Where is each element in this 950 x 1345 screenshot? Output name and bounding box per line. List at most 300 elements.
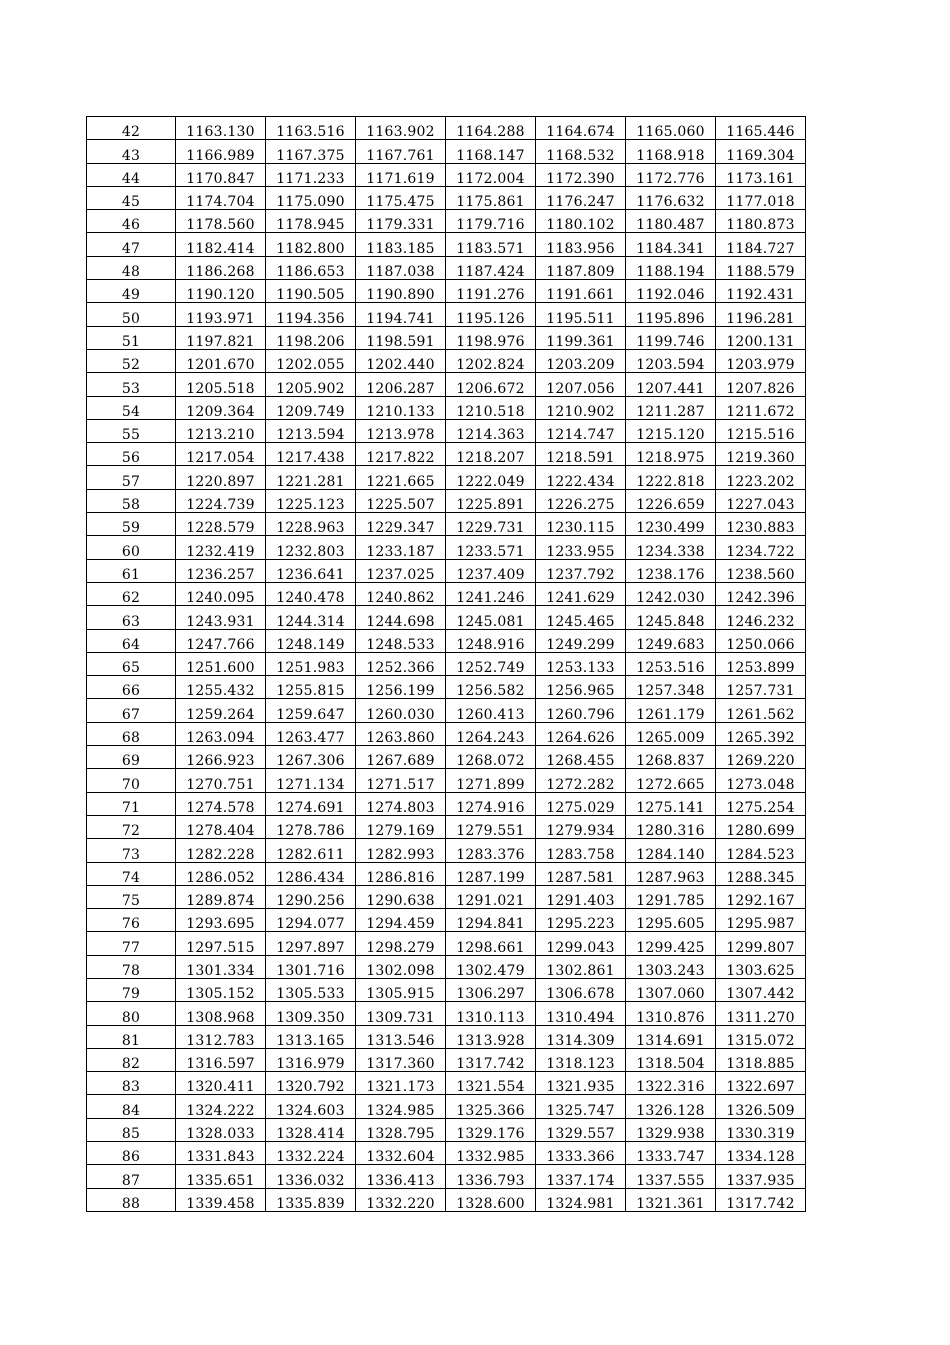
value-cell: 1221.281: [266, 466, 356, 489]
table-row: [87, 1072, 806, 1095]
value-cell: 1183.571: [446, 233, 536, 256]
value-cell: 1298.661: [446, 932, 536, 955]
value-cell: 1279.934: [536, 815, 626, 838]
table-row: [87, 769, 806, 792]
value-cell: 1228.579: [176, 513, 266, 536]
value-cell: 1253.516: [626, 652, 716, 675]
value-cell: 1289.874: [176, 885, 266, 908]
value-cell: 1210.518: [446, 396, 536, 419]
value-cell: 1241.246: [446, 582, 536, 605]
value-cell: 1320.411: [176, 1072, 266, 1095]
value-cell: 1284.140: [626, 839, 716, 862]
value-cell: 1182.800: [266, 233, 356, 256]
value-cell: 1316.979: [266, 1048, 356, 1071]
row-index-cell: 45: [87, 186, 176, 209]
row-index-cell: 80: [87, 1002, 176, 1025]
value-cell: 1287.963: [626, 862, 716, 885]
value-cell: 1220.897: [176, 466, 266, 489]
value-cell: 1305.915: [356, 978, 446, 1001]
value-cell: 1288.345: [716, 862, 806, 885]
value-cell: 1269.220: [716, 746, 806, 769]
value-cell: 1237.409: [446, 559, 536, 582]
value-cell: 1194.356: [266, 303, 356, 326]
table-row: [87, 396, 806, 419]
value-cell: 1202.824: [446, 349, 536, 372]
value-cell: 1198.591: [356, 326, 446, 349]
value-cell: 1163.516: [266, 117, 356, 140]
value-cell: 1246.232: [716, 606, 806, 629]
value-cell: 1205.518: [176, 373, 266, 396]
value-cell: 1306.678: [536, 978, 626, 1001]
value-cell: 1224.739: [176, 489, 266, 512]
value-cell: 1242.030: [626, 582, 716, 605]
row-index-cell: 74: [87, 862, 176, 885]
value-cell: 1184.341: [626, 233, 716, 256]
table-row: [87, 117, 806, 140]
row-index-cell: 64: [87, 629, 176, 652]
value-cell: 1168.147: [446, 140, 536, 163]
table-row: [87, 862, 806, 885]
table-row: [87, 1188, 806, 1211]
value-cell: 1249.683: [626, 629, 716, 652]
value-cell: 1245.081: [446, 606, 536, 629]
value-cell: 1230.499: [626, 513, 716, 536]
value-cell: 1217.822: [356, 443, 446, 466]
row-index-cell: 69: [87, 746, 176, 769]
value-cell: 1222.049: [446, 466, 536, 489]
value-cell: 1242.396: [716, 582, 806, 605]
value-cell: 1324.985: [356, 1095, 446, 1118]
value-cell: 1253.899: [716, 652, 806, 675]
value-cell: 1188.194: [626, 256, 716, 279]
value-cell: 1302.861: [536, 955, 626, 978]
value-cell: 1219.360: [716, 443, 806, 466]
value-cell: 1326.509: [716, 1095, 806, 1118]
value-cell: 1335.839: [266, 1188, 356, 1211]
value-cell: 1248.533: [356, 629, 446, 652]
value-cell: 1265.009: [626, 722, 716, 745]
value-cell: 1322.697: [716, 1072, 806, 1095]
row-index-cell: 84: [87, 1095, 176, 1118]
row-index-cell: 72: [87, 815, 176, 838]
value-cell: 1270.751: [176, 769, 266, 792]
row-index-cell: 66: [87, 676, 176, 699]
value-cell: 1267.306: [266, 746, 356, 769]
value-cell: 1217.438: [266, 443, 356, 466]
value-cell: 1279.169: [356, 815, 446, 838]
table-row: [87, 1095, 806, 1118]
table-row: [87, 652, 806, 675]
value-cell: 1168.918: [626, 140, 716, 163]
value-cell: 1330.319: [716, 1118, 806, 1141]
value-cell: 1180.487: [626, 210, 716, 233]
value-cell: 1324.981: [536, 1188, 626, 1211]
row-index-cell: 70: [87, 769, 176, 792]
row-index-cell: 73: [87, 839, 176, 862]
row-index-cell: 44: [87, 163, 176, 186]
table-row: [87, 606, 806, 629]
value-cell: 1260.796: [536, 699, 626, 722]
value-cell: 1326.128: [626, 1095, 716, 1118]
value-cell: 1175.861: [446, 186, 536, 209]
value-cell: 1325.366: [446, 1095, 536, 1118]
value-cell: 1279.551: [446, 815, 536, 838]
table-row: [87, 303, 806, 326]
value-cell: 1201.670: [176, 349, 266, 372]
value-cell: 1188.579: [716, 256, 806, 279]
row-index-cell: 58: [87, 489, 176, 512]
table-row: [87, 676, 806, 699]
value-cell: 1172.776: [626, 163, 716, 186]
value-cell: 1167.761: [356, 140, 446, 163]
value-cell: 1244.314: [266, 606, 356, 629]
value-cell: 1218.591: [536, 443, 626, 466]
value-cell: 1172.004: [446, 163, 536, 186]
value-cell: 1186.268: [176, 256, 266, 279]
row-index-cell: 88: [87, 1188, 176, 1211]
value-cell: 1248.149: [266, 629, 356, 652]
value-cell: 1336.032: [266, 1165, 356, 1188]
row-index-cell: 62: [87, 582, 176, 605]
value-cell: 1273.048: [716, 769, 806, 792]
value-cell: 1191.276: [446, 280, 536, 303]
value-cell: 1226.659: [626, 489, 716, 512]
value-cell: 1190.505: [266, 280, 356, 303]
value-cell: 1214.363: [446, 419, 536, 442]
value-cell: 1317.360: [356, 1048, 446, 1071]
value-cell: 1213.210: [176, 419, 266, 442]
value-cell: 1301.716: [266, 955, 356, 978]
value-cell: 1306.297: [446, 978, 536, 1001]
value-cell: 1268.837: [626, 746, 716, 769]
value-cell: 1310.113: [446, 1002, 536, 1025]
value-cell: 1329.557: [536, 1118, 626, 1141]
value-cell: 1195.896: [626, 303, 716, 326]
value-cell: 1337.555: [626, 1165, 716, 1188]
value-cell: 1320.792: [266, 1072, 356, 1095]
table-body: [87, 117, 806, 1212]
table-row: [87, 815, 806, 838]
value-cell: 1329.938: [626, 1118, 716, 1141]
value-cell: 1203.209: [536, 349, 626, 372]
row-index-cell: 68: [87, 722, 176, 745]
value-cell: 1259.264: [176, 699, 266, 722]
value-cell: 1274.691: [266, 792, 356, 815]
table-row: [87, 932, 806, 955]
row-index-cell: 47: [87, 233, 176, 256]
value-cell: 1184.727: [716, 233, 806, 256]
value-cell: 1318.885: [716, 1048, 806, 1071]
value-cell: 1267.689: [356, 746, 446, 769]
value-cell: 1307.442: [716, 978, 806, 1001]
value-cell: 1177.018: [716, 186, 806, 209]
value-cell: 1282.611: [266, 839, 356, 862]
value-cell: 1332.985: [446, 1142, 536, 1165]
value-cell: 1282.993: [356, 839, 446, 862]
value-cell: 1175.475: [356, 186, 446, 209]
value-cell: 1245.465: [536, 606, 626, 629]
value-cell: 1309.731: [356, 1002, 446, 1025]
value-cell: 1336.413: [356, 1165, 446, 1188]
value-cell: 1264.626: [536, 722, 626, 745]
value-cell: 1271.899: [446, 769, 536, 792]
value-cell: 1209.749: [266, 396, 356, 419]
value-cell: 1218.975: [626, 443, 716, 466]
value-cell: 1233.571: [446, 536, 536, 559]
value-cell: 1303.625: [716, 955, 806, 978]
value-cell: 1313.928: [446, 1025, 536, 1048]
value-cell: 1261.179: [626, 699, 716, 722]
value-cell: 1299.807: [716, 932, 806, 955]
value-cell: 1252.749: [446, 652, 536, 675]
value-cell: 1202.055: [266, 349, 356, 372]
value-cell: 1314.691: [626, 1025, 716, 1048]
value-cell: 1206.672: [446, 373, 536, 396]
value-cell: 1243.931: [176, 606, 266, 629]
value-cell: 1178.945: [266, 210, 356, 233]
value-cell: 1172.390: [536, 163, 626, 186]
value-cell: 1259.647: [266, 699, 356, 722]
value-cell: 1263.477: [266, 722, 356, 745]
value-cell: 1290.256: [266, 885, 356, 908]
value-cell: 1179.331: [356, 210, 446, 233]
value-cell: 1222.434: [536, 466, 626, 489]
value-cell: 1305.533: [266, 978, 356, 1001]
table-row: [87, 280, 806, 303]
value-cell: 1207.441: [626, 373, 716, 396]
value-cell: 1175.090: [266, 186, 356, 209]
row-index-cell: 51: [87, 326, 176, 349]
value-cell: 1192.046: [626, 280, 716, 303]
value-cell: 1336.793: [446, 1165, 536, 1188]
value-cell: 1237.025: [356, 559, 446, 582]
value-cell: 1294.077: [266, 909, 356, 932]
value-cell: 1255.815: [266, 676, 356, 699]
value-cell: 1297.897: [266, 932, 356, 955]
value-cell: 1198.206: [266, 326, 356, 349]
row-index-cell: 46: [87, 210, 176, 233]
value-cell: 1228.963: [266, 513, 356, 536]
value-cell: 1263.094: [176, 722, 266, 745]
value-cell: 1278.404: [176, 815, 266, 838]
value-cell: 1335.651: [176, 1165, 266, 1188]
row-index-cell: 60: [87, 536, 176, 559]
value-cell: 1210.902: [536, 396, 626, 419]
table-row: [87, 955, 806, 978]
value-cell: 1213.594: [266, 419, 356, 442]
value-cell: 1260.030: [356, 699, 446, 722]
row-index-cell: 83: [87, 1072, 176, 1095]
value-cell: 1251.600: [176, 652, 266, 675]
value-cell: 1217.054: [176, 443, 266, 466]
value-cell: 1253.133: [536, 652, 626, 675]
value-cell: 1310.876: [626, 1002, 716, 1025]
row-index-cell: 56: [87, 443, 176, 466]
value-cell: 1225.891: [446, 489, 536, 512]
value-cell: 1322.316: [626, 1072, 716, 1095]
value-cell: 1298.279: [356, 932, 446, 955]
row-index-cell: 78: [87, 955, 176, 978]
row-index-cell: 76: [87, 909, 176, 932]
value-cell: 1178.560: [176, 210, 266, 233]
value-cell: 1272.665: [626, 769, 716, 792]
value-cell: 1295.987: [716, 909, 806, 932]
value-cell: 1315.072: [716, 1025, 806, 1048]
value-cell: 1302.479: [446, 955, 536, 978]
value-cell: 1293.695: [176, 909, 266, 932]
value-cell: 1198.976: [446, 326, 536, 349]
table-row: [87, 1165, 806, 1188]
value-cell: 1287.199: [446, 862, 536, 885]
value-cell: 1187.038: [356, 256, 446, 279]
value-cell: 1240.095: [176, 582, 266, 605]
value-cell: 1213.978: [356, 419, 446, 442]
value-cell: 1251.983: [266, 652, 356, 675]
value-table: [86, 116, 806, 1212]
value-cell: 1166.989: [176, 140, 266, 163]
value-cell: 1317.742: [446, 1048, 536, 1071]
value-cell: 1229.347: [356, 513, 446, 536]
value-cell: 1321.173: [356, 1072, 446, 1095]
table-row: [87, 839, 806, 862]
value-cell: 1291.785: [626, 885, 716, 908]
value-cell: 1250.066: [716, 629, 806, 652]
row-index-cell: 48: [87, 256, 176, 279]
value-cell: 1200.131: [716, 326, 806, 349]
value-cell: 1294.459: [356, 909, 446, 932]
value-cell: 1215.120: [626, 419, 716, 442]
value-cell: 1191.661: [536, 280, 626, 303]
row-index-cell: 61: [87, 559, 176, 582]
table-row: [87, 513, 806, 536]
value-cell: 1257.348: [626, 676, 716, 699]
value-cell: 1274.916: [446, 792, 536, 815]
value-cell: 1187.809: [536, 256, 626, 279]
value-cell: 1271.517: [356, 769, 446, 792]
row-index-cell: 53: [87, 373, 176, 396]
value-cell: 1339.458: [176, 1188, 266, 1211]
value-cell: 1215.516: [716, 419, 806, 442]
value-cell: 1325.747: [536, 1095, 626, 1118]
value-cell: 1280.699: [716, 815, 806, 838]
row-index-cell: 85: [87, 1118, 176, 1141]
row-index-cell: 71: [87, 792, 176, 815]
value-cell: 1186.653: [266, 256, 356, 279]
value-cell: 1266.923: [176, 746, 266, 769]
value-cell: 1284.523: [716, 839, 806, 862]
table-row: [87, 443, 806, 466]
value-cell: 1274.578: [176, 792, 266, 815]
value-cell: 1295.223: [536, 909, 626, 932]
table-row: [87, 1142, 806, 1165]
value-cell: 1261.562: [716, 699, 806, 722]
value-cell: 1236.641: [266, 559, 356, 582]
value-cell: 1190.890: [356, 280, 446, 303]
value-cell: 1238.560: [716, 559, 806, 582]
row-index-cell: 77: [87, 932, 176, 955]
table-row: [87, 326, 806, 349]
value-cell: 1203.594: [626, 349, 716, 372]
value-cell: 1238.176: [626, 559, 716, 582]
value-cell: 1264.243: [446, 722, 536, 745]
table-row: [87, 349, 806, 372]
value-cell: 1275.029: [536, 792, 626, 815]
value-cell: 1195.511: [536, 303, 626, 326]
row-index-cell: 50: [87, 303, 176, 326]
value-cell: 1222.818: [626, 466, 716, 489]
row-index-cell: 63: [87, 606, 176, 629]
table-row: [87, 1048, 806, 1071]
value-cell: 1324.603: [266, 1095, 356, 1118]
value-cell: 1165.060: [626, 117, 716, 140]
table-row: [87, 1002, 806, 1025]
value-cell: 1328.414: [266, 1118, 356, 1141]
value-cell: 1265.392: [716, 722, 806, 745]
value-cell: 1194.741: [356, 303, 446, 326]
value-cell: 1230.115: [536, 513, 626, 536]
value-cell: 1190.120: [176, 280, 266, 303]
table-row: [87, 722, 806, 745]
value-cell: 1232.803: [266, 536, 356, 559]
row-index-cell: 67: [87, 699, 176, 722]
table-row: [87, 163, 806, 186]
value-cell: 1170.847: [176, 163, 266, 186]
table-row: [87, 186, 806, 209]
value-cell: 1302.098: [356, 955, 446, 978]
value-cell: 1321.361: [626, 1188, 716, 1211]
value-cell: 1257.731: [716, 676, 806, 699]
value-cell: 1271.134: [266, 769, 356, 792]
value-cell: 1307.060: [626, 978, 716, 1001]
value-cell: 1227.043: [716, 489, 806, 512]
value-cell: 1236.257: [176, 559, 266, 582]
value-cell: 1240.862: [356, 582, 446, 605]
value-cell: 1225.507: [356, 489, 446, 512]
value-cell: 1333.366: [536, 1142, 626, 1165]
value-cell: 1268.455: [536, 746, 626, 769]
value-cell: 1255.432: [176, 676, 266, 699]
value-cell: 1234.338: [626, 536, 716, 559]
table-row: [87, 792, 806, 815]
value-cell: 1233.187: [356, 536, 446, 559]
value-cell: 1165.446: [716, 117, 806, 140]
value-cell: 1176.632: [626, 186, 716, 209]
value-cell: 1206.287: [356, 373, 446, 396]
value-cell: 1168.532: [536, 140, 626, 163]
value-cell: 1275.141: [626, 792, 716, 815]
row-index-cell: 49: [87, 280, 176, 303]
table-row: [87, 559, 806, 582]
value-cell: 1234.722: [716, 536, 806, 559]
value-cell: 1240.478: [266, 582, 356, 605]
value-cell: 1197.821: [176, 326, 266, 349]
row-index-cell: 65: [87, 652, 176, 675]
value-cell: 1211.672: [716, 396, 806, 419]
table-row: [87, 978, 806, 1001]
value-cell: 1214.747: [536, 419, 626, 442]
value-cell: 1290.638: [356, 885, 446, 908]
value-cell: 1299.425: [626, 932, 716, 955]
table-row: [87, 466, 806, 489]
value-cell: 1299.043: [536, 932, 626, 955]
row-index-cell: 75: [87, 885, 176, 908]
row-index-cell: 82: [87, 1048, 176, 1071]
value-cell: 1318.504: [626, 1048, 716, 1071]
value-cell: 1199.361: [536, 326, 626, 349]
value-cell: 1174.704: [176, 186, 266, 209]
value-cell: 1256.199: [356, 676, 446, 699]
value-cell: 1311.270: [716, 1002, 806, 1025]
